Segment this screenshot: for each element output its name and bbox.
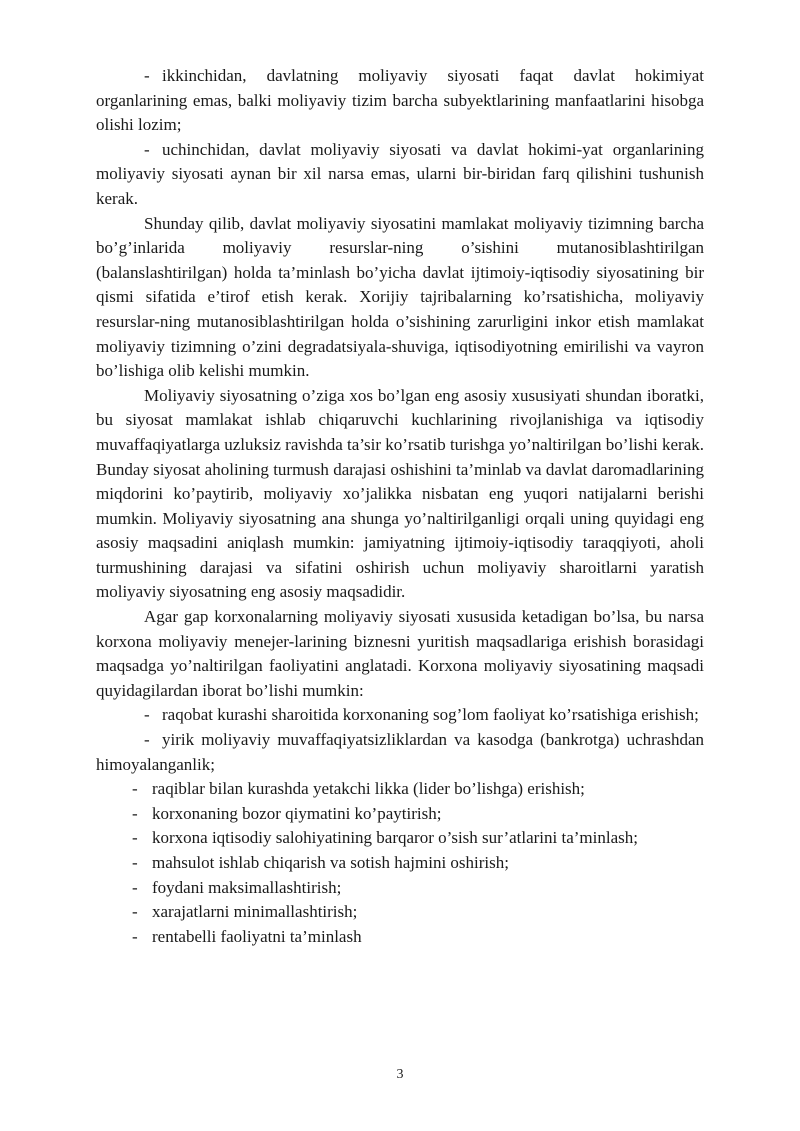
dash-marker: -: [144, 139, 150, 159]
list-item-text: xarajatlarni minimallashtirish;: [152, 902, 358, 922]
list-item-text: korxonaning bozor qiymatini ko’paytirish;: [152, 803, 442, 823]
dash-marker: -: [144, 730, 150, 750]
list-item: [96, 777, 704, 802]
list-item-text: mahsulot ishlab chiqarish va sotish hajmini oshirish;: [152, 853, 509, 872]
list-item: [96, 802, 704, 827]
list-item-text: rentabelli faoliyatni ta’minlash: [152, 926, 362, 946]
list-item-text: foydani maksimallashtirish;: [152, 877, 342, 897]
list-item-text: yirik moliyaviy muvaffaqiyatsizliklardan va kasodga (bankrotga) uchrashdan himoyalanganlik;: [96, 730, 704, 774]
list-item-text: raqobat kurashi sharoitida korxonaning sog’lom faoliyat ko’rsatishiga erishish;: [162, 705, 699, 725]
dash-marker: -: [132, 902, 138, 922]
list-item: [96, 728, 704, 777]
paragraph: Shunday qilib, davlat moliyaviy siyosatini mamlakat moliyaviy tizimning barcha bo’g’inlarida moliyaviy resurslar-ning o’sishini mutanosiblashtirilgan (balanslashtirilgan) holda ta’minlash bo’yicha davlat ijtimoiy-iqtisodiy siyosatining bir qismi sifatida e’tirof etish kerak. Xorijiy tajribalarning ko’rsatishicha, moliyaviy resurslar-ning mutanosiblashtirilgan holda o’sishining zarurligini inkor etish mamlakat moliyaviy tizimning o’zini degradatsiyala-shuviga, iqtisodiyotning emirilishi va vayron bo’lishiga olib kelishi mumkin.: [96, 213, 704, 381]
list-item-text: raqiblar bilan kurashda yetakchi likka (lider bo’lishga) erishish;: [152, 779, 585, 799]
dash-marker: -: [132, 926, 138, 946]
paragraph: Moliyaviy siyosatning o’ziga xos bo’lgan eng asosiy xususiyati shundan iboratki, bu siyosat mamlakat ishlab chiqaruvchi kuchlarining rivojlanishiga va iqtisodiy muvaffaqiyatlarga uzluksiz ravishda ta’sir ko’rsatib turishga yo’naltirilgan bo’lishi kerak. Bunday siyosat aholining turmush darajasi oshishini ta’minlab va davlat daromadlarining miqdorini ko’paytirib, moliyaviy xo’jalikka nisbatan eng yuqori natijalarni berishi mumkin. Moliyaviy siyosatning ana shunga yo’naltirilganligi orqali uning quyidagi eng asosiy maqsadini aniqlash mumkin: jamiyatning ijtimoiy-iqtisodiy taraqqiyoti, aholi turmushining darajasi va sifatini oshirish uchun moliyaviy sharoitlarni yaratish moliyaviy siyosatning eng asosiy maqsadidir.: [96, 385, 704, 602]
dash-marker: -: [132, 828, 138, 848]
dash-marker: -: [132, 877, 138, 897]
dash-marker: -: [132, 779, 138, 799]
page-number: 3: [396, 1067, 404, 1082]
list-item-text: ikkinchidan, davlatning moliyaviy siyosati faqat davlat hokimiyat organlarining emas, balki moliyaviy tizim barcha subyektlarining manfaatlarini hisobga olishi lozim;: [96, 66, 704, 135]
dash-marker: -: [144, 66, 150, 85]
list-item: [96, 900, 704, 925]
page-content: [96, 64, 704, 949]
list-item: [96, 138, 704, 212]
paragraph: Agar gap korxonalarning moliyaviy siyosati xususida ketadigan bo’lsa, bu narsa korxona moliyaviy menejer-larining biznesni yuritish maqsadlariga erishish borasidagi maqsadga yo’naltirilgan faoliyatini anglatadi. Korxona moliyaviy siyosatining maqsadi quyidagilardan iborat bo’lishi mumkin:: [96, 607, 704, 700]
list-item: [96, 925, 704, 950]
dash-marker: -: [132, 853, 138, 872]
list-item: [96, 703, 704, 728]
list-item: [96, 64, 704, 138]
dash-marker: -: [132, 803, 138, 823]
list-item-text: korxona iqtisodiy salohiyatining barqaror o’sish sur’atlarini ta’minlash;: [152, 828, 638, 848]
dash-marker: -: [144, 705, 150, 725]
list-item: [96, 826, 704, 851]
list-item: [96, 876, 704, 901]
list-item-text: uchinchidan, davlat moliyaviy siyosati va davlat hokimi-yat organlarining moliyaviy siyosati aynan bir xil narsa emas, ularni bir-biridan farq qilishini tushunish kerak.: [96, 139, 704, 208]
list-item: [96, 851, 704, 876]
